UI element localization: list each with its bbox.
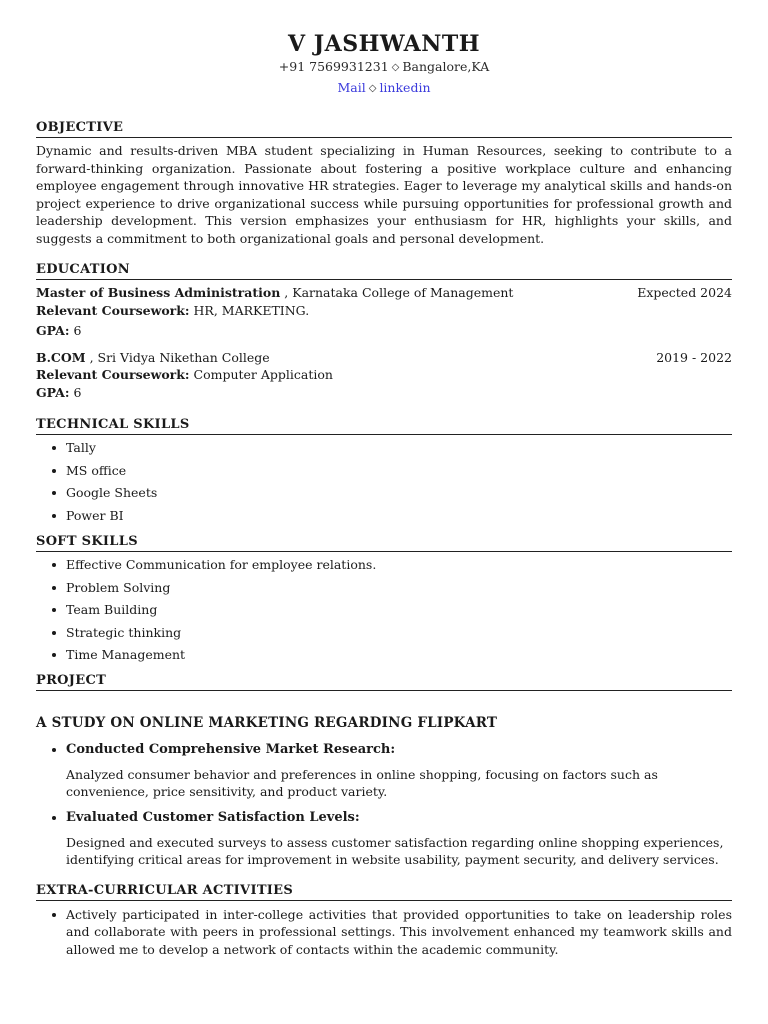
coursework-label: Relevant Coursework: <box>36 302 190 318</box>
candidate-name: V JASHWANTH <box>287 31 481 57</box>
institution: , Karnataka College of Management <box>280 285 514 300</box>
education-header-row <box>36 284 732 302</box>
project-item-description: Analyzed consumer behavior and preferences in online shopping, focusing on factors such as convenience, price sensitivity, and product variety. <box>66 766 658 799</box>
coursework-line <box>36 302 732 320</box>
resume-header <box>36 0 732 99</box>
gpa-value: 6 <box>69 322 82 338</box>
project-item-heading: Evaluated Customer Satisfaction Levels: <box>66 809 360 825</box>
gpa-label: GPA: <box>36 385 70 400</box>
section-title-education: EDUCATION <box>36 261 732 280</box>
gpa-line <box>36 322 732 340</box>
phone-number: +91 7569931231 <box>278 59 389 74</box>
gpa-label: GPA: <box>36 322 70 338</box>
degree: Master of Business Administration <box>36 285 281 300</box>
objective-text: Dynamic and results-driven MBA student specializing in Human Resources, seeking to contribute to a forward-thinking organization. Passionate about fostering a positive workplace culture and enhancing employee engagement through innovative HR strategies. Eager to leverage my analytical skills and hands-on project experience to drive organizational success while pursuing opportunities for professional growth and leadership development. This version emphasizes your enthusiasm for HR, highlights your skills, and suggests a commitment to both organizational goals and personal development. <box>36 143 732 246</box>
project-item <box>66 741 732 801</box>
extracurricular-section <box>36 882 732 959</box>
list-item: Actively participated in inter-college activities that provided opportunities to take on leadership roles and collaborate with peers in professional settings. This involvement enhanced my teamwork skills and allowed me to develop a network of contacts within the academic community. <box>66 906 732 957</box>
degree-line <box>36 284 513 302</box>
education-entry <box>36 284 732 340</box>
project-items-list <box>36 741 732 869</box>
gpa-line <box>36 384 732 402</box>
diamond-separator-icon: ◇ <box>368 83 377 94</box>
links-line <box>36 79 732 99</box>
project-section <box>36 672 732 869</box>
list-item: Effective Communication for employee relations. <box>66 556 732 574</box>
section-title-technical-skills: TECHNICAL SKILLS <box>36 416 732 435</box>
section-title-soft-skills: SOFT SKILLS <box>36 533 732 552</box>
project-name: A STUDY ON ONLINE MARKETING REGARDING FLIPKART <box>36 714 498 731</box>
education-date: 2019 - 2022 <box>656 349 732 365</box>
list-item: Power BI <box>66 507 732 525</box>
diamond-separator-icon: ◇ <box>391 62 400 73</box>
extracurricular-list <box>36 906 732 959</box>
technical-skills-section <box>36 416 732 524</box>
education-section <box>36 261 732 402</box>
contact-line <box>36 58 732 78</box>
list-item: Tally <box>66 439 732 457</box>
list-item: Google Sheets <box>66 484 732 502</box>
objective-section <box>36 119 732 247</box>
gpa-value: 6 <box>69 385 82 400</box>
list-item: Strategic thinking <box>66 624 732 642</box>
section-title-objective: OBJECTIVE <box>36 119 732 138</box>
linkedin-link[interactable]: linkedin <box>379 80 431 95</box>
technical-skills-list <box>36 439 732 524</box>
project-item-heading: Conducted Comprehensive Market Research: <box>66 741 396 757</box>
location: Bangalore,KA <box>402 59 490 74</box>
project-item <box>66 809 732 869</box>
degree-line <box>36 349 270 367</box>
education-header-row <box>36 349 732 367</box>
mail-link[interactable]: Mail <box>337 80 366 95</box>
project-item-description: Designed and executed surveys to assess customer satisfaction regarding online shopping experiences, identifying critical areas for improvement in website usability, payment security, and delivery services. <box>66 834 724 867</box>
list-item: MS office <box>66 462 732 480</box>
list-item: Team Building <box>66 601 732 619</box>
institution: , Sri Vidya Nikethan College <box>85 349 270 365</box>
list-item: Problem Solving <box>66 579 732 597</box>
coursework-value: HR, MARKETING. <box>189 302 310 318</box>
coursework-label: Relevant Coursework: <box>36 367 190 382</box>
education-entry <box>36 349 732 403</box>
coursework-line <box>36 366 732 384</box>
soft-skills-list <box>36 556 732 664</box>
section-title-extracurricular: EXTRA-CURRICULAR ACTIVITIES <box>36 882 732 901</box>
list-item: Time Management <box>66 646 732 664</box>
coursework-value: Computer Application <box>189 367 333 382</box>
section-title-project: PROJECT <box>36 672 732 691</box>
education-date: Expected 2024 <box>637 285 732 300</box>
soft-skills-section <box>36 533 732 664</box>
degree: B.COM <box>36 349 86 365</box>
